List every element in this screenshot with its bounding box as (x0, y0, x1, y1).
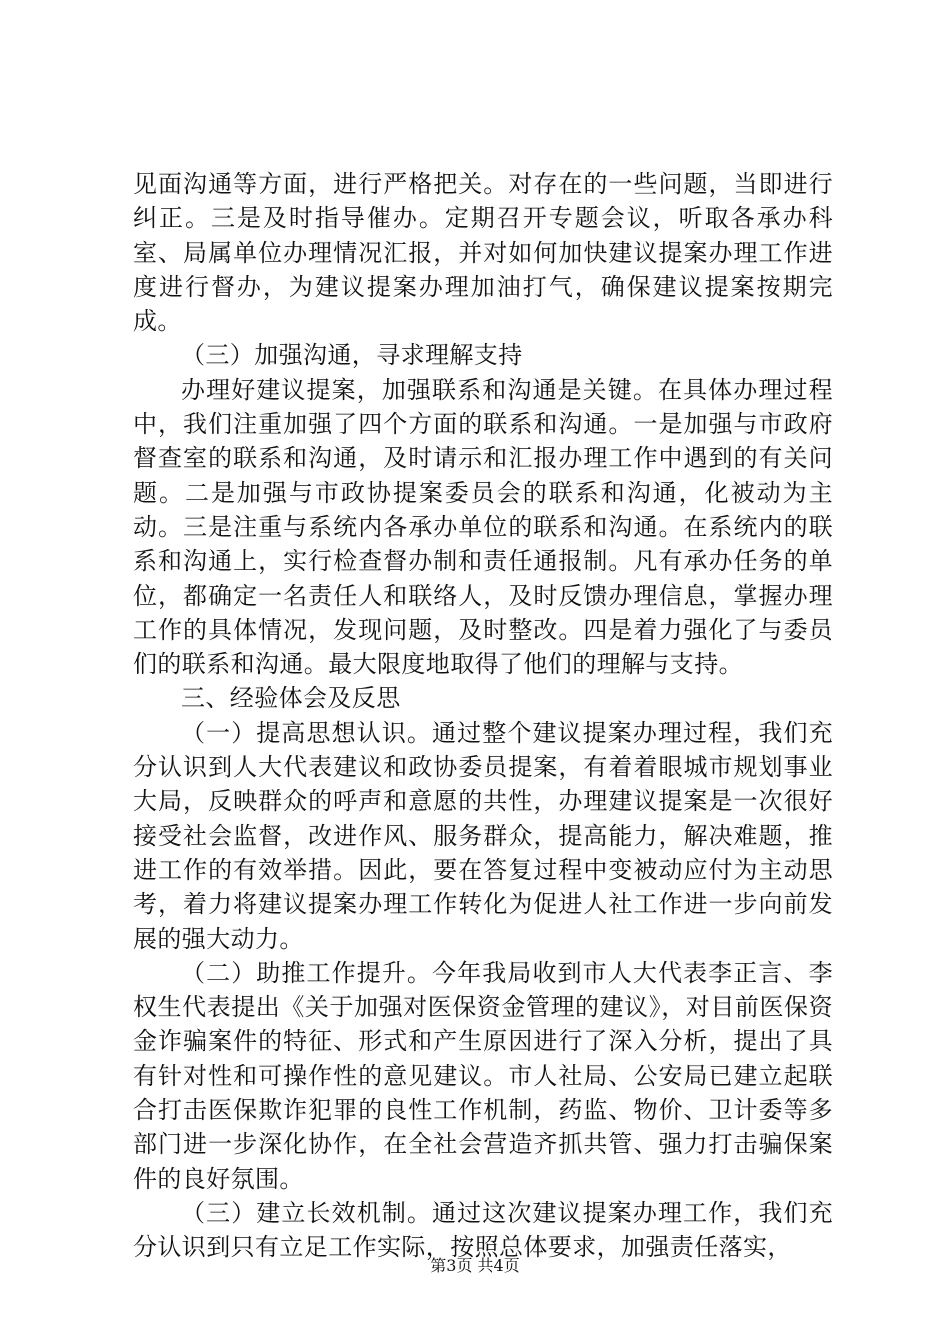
paragraph-communication: 办理好建议提案，加强联系和沟通是关键。在具体办理过程中，我们注重加强了四个方面的联系和沟通。一是加强与市政府督查室的联系和沟通，及时请示和汇报办理工作中遇到的有关问题。二是加强与市政协提案委员会的联系和沟通，化被动为主动。三是注重与系统内各承办单位的联系和沟通。在系统内的联系和沟通上，实行检查督办制和责任通报制。凡有承办任务的单位，都确定一名责任人和联络人，及时反馈办理信息，掌握办理工作的具体情况，发现问题，及时整改。四是着力强化了与委员们的联系和沟通。最大限度地取得了他们的理解与支持。 (133, 375, 833, 679)
paragraph-continuation: 见面沟通等方面，进行严格把关。对存在的一些问题，当即进行纠正。三是及时指导催办。定期召开专题会议，听取各承办科室、局属单位办理情况汇报，并对如何加快建议提案办理工作进度进行督办，为建议提案办理加油打气，确保建议提案按期完成。 (133, 170, 833, 336)
page-indicator: 第3页 共4页 (430, 1256, 520, 1275)
paragraph-mechanism: （三）建立长效机制。通过这次建议提案办理工作，我们充分认识到只有立足工作实际，按照总体要求，加强责任落实， (133, 1198, 833, 1262)
section-heading-communication: （三）加强沟通，寻求理解支持 (181, 341, 523, 370)
paragraph-awareness: （一）提高思想认识。通过整个建议提案办理过程，我们充分认识到人大代表建议和政协委员提案，有着着眼城市规划事业大局，反映群众的呼声和意愿的共性，办理建议提案是一次很好接受社会监督，改进作风、服务群众，提高能力，解决难题，推进工作的有效举措。因此，要在答复过程中变被动应付为主动思考，着力将建议提案办理工作转化为促进人社工作进一步向前发展的强大动力。 (133, 718, 833, 953)
paragraph-promotion: （二）助推工作提升。今年我局收到市人大代表李正言、李权生代表提出《关于加强对医保资金管理的建议》，对目前医保资金诈骗案件的特征、形式和产生原因进行了深入分析，提出了具有针对性和可操作性的意见建议。市人社局、公安局已建立起联合打击医保欺诈犯罪的良性工作机制，药监、物价、卫计委等多部门进一步深化协作，在全社会营造齐抓共管、强力打击骗保案件的良好氛围。 (133, 958, 833, 1193)
section-heading-experience: 三、经验体会及反思 (181, 684, 401, 713)
page-footer (0, 1253, 950, 1276)
document-body (133, 167, 833, 1265)
